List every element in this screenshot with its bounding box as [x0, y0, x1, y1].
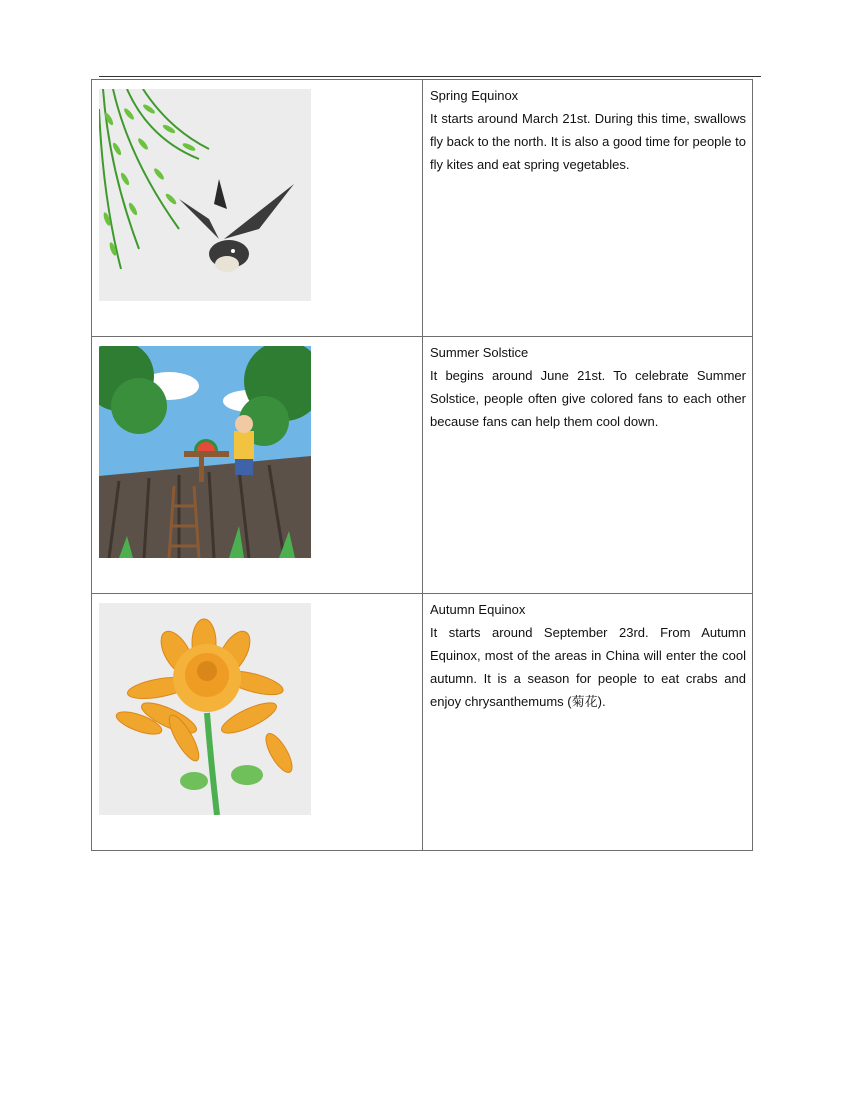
- image-cell: [92, 337, 423, 594]
- table-row: [92, 80, 753, 337]
- season-description: It starts around September 23rd. From Autumn Equinox, most of the areas in China will enter the cool autumn. It is a season for people to eat crabs and enjoy chrysanthemums (菊花).: [430, 625, 746, 709]
- chrysanthemum-illustration: [99, 603, 311, 815]
- season-description: It begins around June 21st. To celebrate Summer Solstice, people often give colored fans to each other because fans can help them cool down.: [430, 368, 746, 429]
- solar-terms-table: [91, 79, 753, 851]
- season-title: Summer Solstice: [430, 345, 529, 360]
- header-rule: [99, 76, 761, 77]
- summer-rooftop-illustration: [99, 346, 311, 558]
- text-cell: [423, 594, 753, 851]
- swallow-willow-illustration: [99, 89, 311, 301]
- season-title: Autumn Equinox: [430, 602, 526, 617]
- season-title: Spring Equinox: [430, 88, 519, 103]
- image-cell: [92, 594, 423, 851]
- text-cell: [423, 337, 753, 594]
- text-cell: [423, 80, 753, 337]
- table-row: [92, 594, 753, 851]
- season-description: It starts around March 21st. During this time, swallows fly back to the north. It is also a good time for people to fly kites and eat spring vegetables.: [430, 111, 746, 172]
- image-cell: [92, 80, 423, 337]
- table-row: [92, 337, 753, 594]
